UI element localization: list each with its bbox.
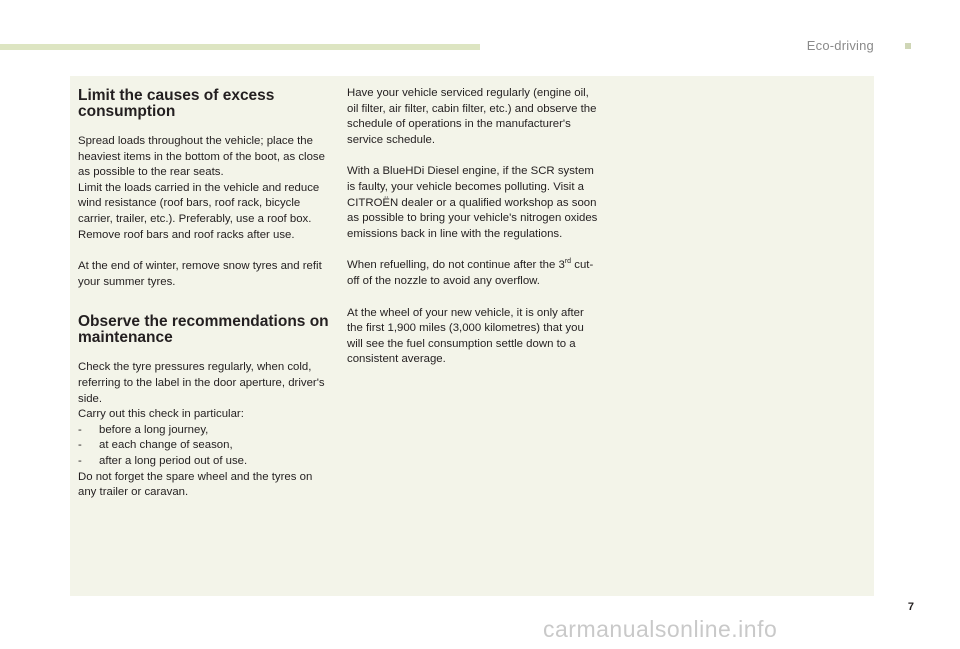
section-title: Eco-driving: [806, 38, 874, 53]
dash-marker: -: [78, 439, 82, 452]
check-intro: Carry out this check in particular:: [78, 408, 244, 421]
paragraph-tyre-pressure: [78, 360, 330, 500]
dash-marker: -: [78, 454, 82, 467]
header-band: [0, 44, 480, 50]
watermark-text: carmanualsonline.info: [543, 616, 778, 642]
paragraph-servicing: Have your vehicle serviced regularly (engine oil, oil filter, air filter, cabin filter, etc.) and observe the schedule of operations in the manufacturer's service schedule.: [347, 87, 597, 146]
roof-bars-line: Remove roof bars and roof racks after use.: [78, 228, 295, 241]
list-item: - after a long period out of use.: [78, 454, 330, 470]
header-square-marker: [905, 43, 911, 49]
page-number: 7: [907, 601, 914, 613]
spare-wheel-line: Do not forget the spare wheel and the tyres on any trailer or caravan.: [78, 470, 313, 499]
loads-line: Spread loads throughout the vehicle; place the heaviest items in the bottom of the boot, as close as possible to the rear seats.: [78, 135, 325, 179]
middle-column: [347, 86, 599, 384]
heading-excess-consumption: Limit the causes of excess consumption: [78, 87, 275, 120]
tyre-pressure-intro: Check the tyre pressures regularly, when cold, referring to the label in the door aperture, driver's side.: [78, 361, 325, 405]
paragraph-refuelling: When refuelling, do not continue after the 3rd cut-off of the nozzle to avoid any overflow.: [347, 258, 594, 287]
heading-maintenance: Observe the recommendations on maintenance: [78, 313, 329, 347]
paragraph-loads: [78, 134, 330, 243]
dash-marker: -: [78, 423, 82, 436]
list-item: - at each change of season,: [78, 438, 330, 454]
paragraph-winter-tyres: At the end of winter, remove snow tyres and refit your summer tyres.: [78, 260, 322, 288]
list-item: - before a long journey,: [78, 423, 330, 439]
ordinal-suffix: rd: [564, 258, 572, 266]
wind-resistance-line: Limit the loads carried in the vehicle and reduce wind resistance (roof bars, roof rack, bicycle carrier, trailer, etc.). Preferably, use a roof box.: [78, 181, 320, 225]
paragraph-scr-system: With a BlueHDi Diesel engine, if the SCR system is faulty, your vehicle becomes polluting. Visit a CITROËN dealer or a qualified workshop as soon as possible to bring your vehicle's nitrogen oxides emissions back in line with the regulations.: [347, 165, 598, 240]
left-column: [78, 88, 330, 517]
paragraph-new-vehicle: At the wheel of your new vehicle, it is only after the first 1,900 miles (3,000 kilometres) that you will see the fuel consumption settle down to a consistent average.: [347, 306, 584, 366]
